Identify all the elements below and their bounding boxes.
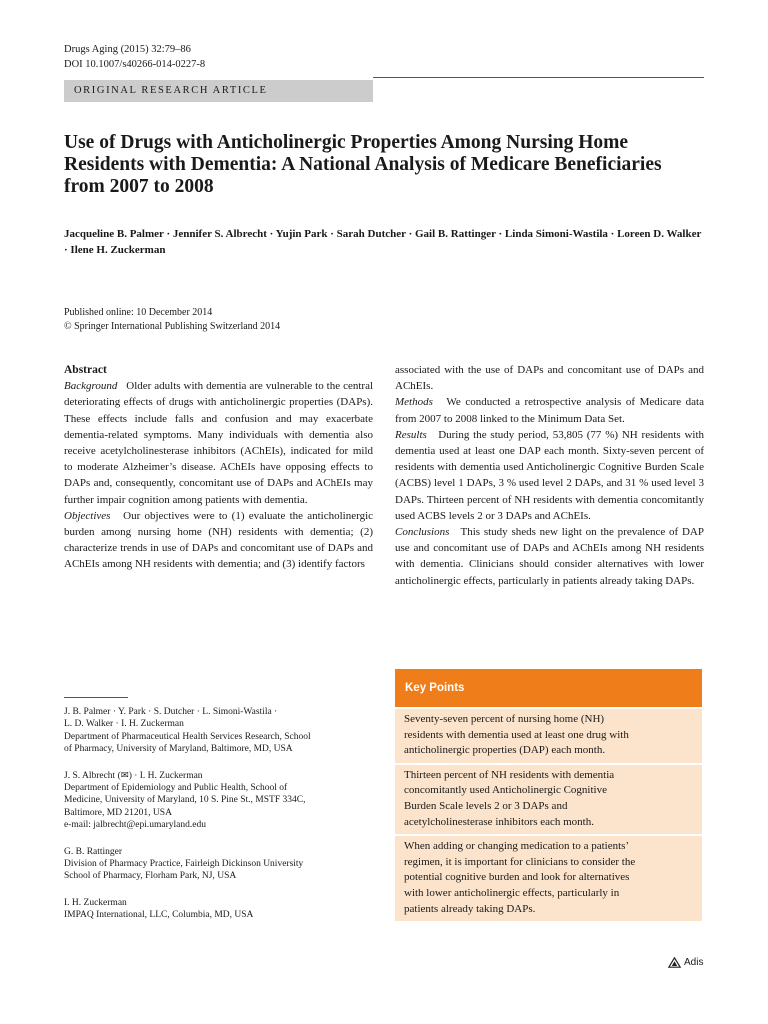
email-link[interactable]: e-mail: jalbrecht@epi.umaryland.edu [64,820,206,831]
conclusions-label: Conclusions [395,526,450,539]
key-point-line: residents with dementia used at least one drug with [404,728,629,741]
affiliation-line: Division of Pharmacy Practice, Fairleigh Dickinson University [64,859,304,870]
methods-text: We conducted a retrospective analysis of Medicare data from 2007 to 2008 linked to the Minimum Data Set. [395,396,704,425]
abstract-right-column [395,362,704,589]
affiliation-line: Medicine, University of Maryland, 10 S. Pine St., MSTF 334C, [64,795,306,806]
affiliation-line: J. S. Albrecht (✉) · I. H. Zuckerman [64,770,203,781]
affiliation-block [64,897,384,922]
affiliation-line: of Pharmacy, University of Maryland, Baltimore, MD, USA [64,744,293,755]
background-text: Older adults with dementia are vulnerable to the central deteriorating effects of drugs with anticholinergic properties (DAPs). These effects include falls and confusion and may exacerbate dementia-related symptoms. Many individuals with dementia also receive acetylcholinesterase inhibitors (AChEIs), indicated for mild to moderate Alzheimer’s disease. AChEIs have opposing effects to DAPs and, consequently, concomitant use of DAPs and AChEIs may further impair cognition among patients with dementia. [64,380,374,506]
author-list: Jacqueline B. Palmer · Jennifer S. Albrecht · Yujin Park · Sarah Dutcher · Gail B. Rattinger · Linda Simoni-Wastila · Loreen D. Walker · Ilene H. Zuckerman [64,228,702,256]
abstract-left-column [64,362,373,573]
journal-citation: Drugs Aging (2015) 32:79–86 [64,44,191,55]
adis-triangle-icon [668,957,681,968]
key-point-line: concomitantly used Anticholinergic Cognitive [404,784,607,797]
methods-label: Methods [395,396,433,409]
key-point-line: Seventy-seven percent of nursing home (NH) [404,713,605,725]
key-points-box [395,669,702,921]
journal-info [64,42,205,72]
affiliation-line: G. B. Rattinger [64,846,123,857]
results-label: Results [395,428,427,441]
key-point [395,836,702,921]
published-date: Published online: 10 December 2014 [64,307,213,318]
affiliation-line: J. B. Palmer · Y. Park · S. Dutcher · L. Simoni-Wastila · [64,707,278,717]
affiliation-line: School of Pharmacy, Florham Park, NJ, USA [64,871,237,882]
key-point-line: with lower anticholinergic effects, particularly in [404,886,620,899]
background-label: Background [64,380,118,393]
key-point-line: When adding or changing medication to a patients’ [404,840,630,853]
affiliation-block [64,706,384,756]
affiliation-rule [64,697,128,698]
objectives-text-part1: Our objectives were to (1) evaluate the anticholinergic burden among nursing home (NH) residents with dementia; (2) characterize trends in use of DAPs and concomitant use of DAPs and AChEIs among NH residents with dementia; and (3) identify factors [64,509,374,571]
affiliations [64,706,384,936]
objectives-label: Objectives [64,509,111,522]
publisher-name: Adis [684,957,704,968]
article-type-banner: ORIGINAL RESEARCH ARTICLE [64,80,373,102]
affiliation-block [64,770,384,832]
key-points-heading: Key Points [395,669,702,707]
results-text: During the study period, 53,805 (77 %) NH residents with dementia used at least one DAP each month. Sixty-seven percent of residents with dementia used Anticholinergic Cognitive Burden Scale (ACBS) level 1 DAPs, 3 % used level 2 DAPs, and 31 % used level 3 DAPs. Thirteen percent of NH residents with dementia concomitantly used ACBS levels 2 or 3 DAPs and AChEIs. [395,428,705,522]
key-point [395,765,702,834]
affiliation-block [64,846,384,883]
key-point-line: Thirteen percent of NH residents with dementia [404,768,615,781]
objectives-text-part2: associated with the use of DAPs and concomitant use of DAPs and AChEIs. [395,364,704,393]
publication-info [64,306,280,333]
copyright-notice: © Springer International Publishing Switzerland 2014 [64,320,281,332]
key-point-line: acetylcholinesterase inhibitors each month. [404,815,594,828]
publisher-logo [668,957,703,968]
key-point [395,709,702,763]
affiliation-line: Department of Epidemiology and Public Health, School of [64,783,288,794]
abstract-heading: Abstract [64,364,107,376]
key-point-line: regimen, it is important for clinicians to consider the [404,855,636,868]
key-point-line: potential cognitive burden and look for alternatives [404,871,630,884]
affiliation-line: IMPAQ International, LLC, Columbia, MD, USA [64,910,254,921]
key-point-line: anticholinergic properties (DAP) each month. [404,744,606,757]
key-point-line: patients already taking DAPs. [404,902,536,915]
conclusions-text: This study sheds new light on the prevalence of DAP use and concomitant use of DAPs and AChEIs among NH residents with dementia. Clinicians should consider alternatives with lower anticholinergic effects, particularly in patients already taking DAPs. [395,526,704,587]
affiliation-line: Department of Pharmaceutical Health Services Research, School [64,731,311,742]
article-title: Use of Drugs with Anticholinergic Properties Among Nursing Home Residents with Dementia: A National Analysis of Medicare Beneficiaries from 2007 to 2008 [64,132,662,197]
header-rule [373,77,704,78]
affiliation-line: L. D. Walker · I. H. Zuckerman [64,719,184,730]
doi[interactable]: DOI 10.1007/s40266-014-0227-8 [64,59,206,70]
key-point-line: Burden Scale levels 2 or 3 DAPs and [404,799,568,812]
affiliation-line: Baltimore, MD 21201, USA [64,807,172,818]
affiliation-line: I. H. Zuckerman [64,897,127,908]
